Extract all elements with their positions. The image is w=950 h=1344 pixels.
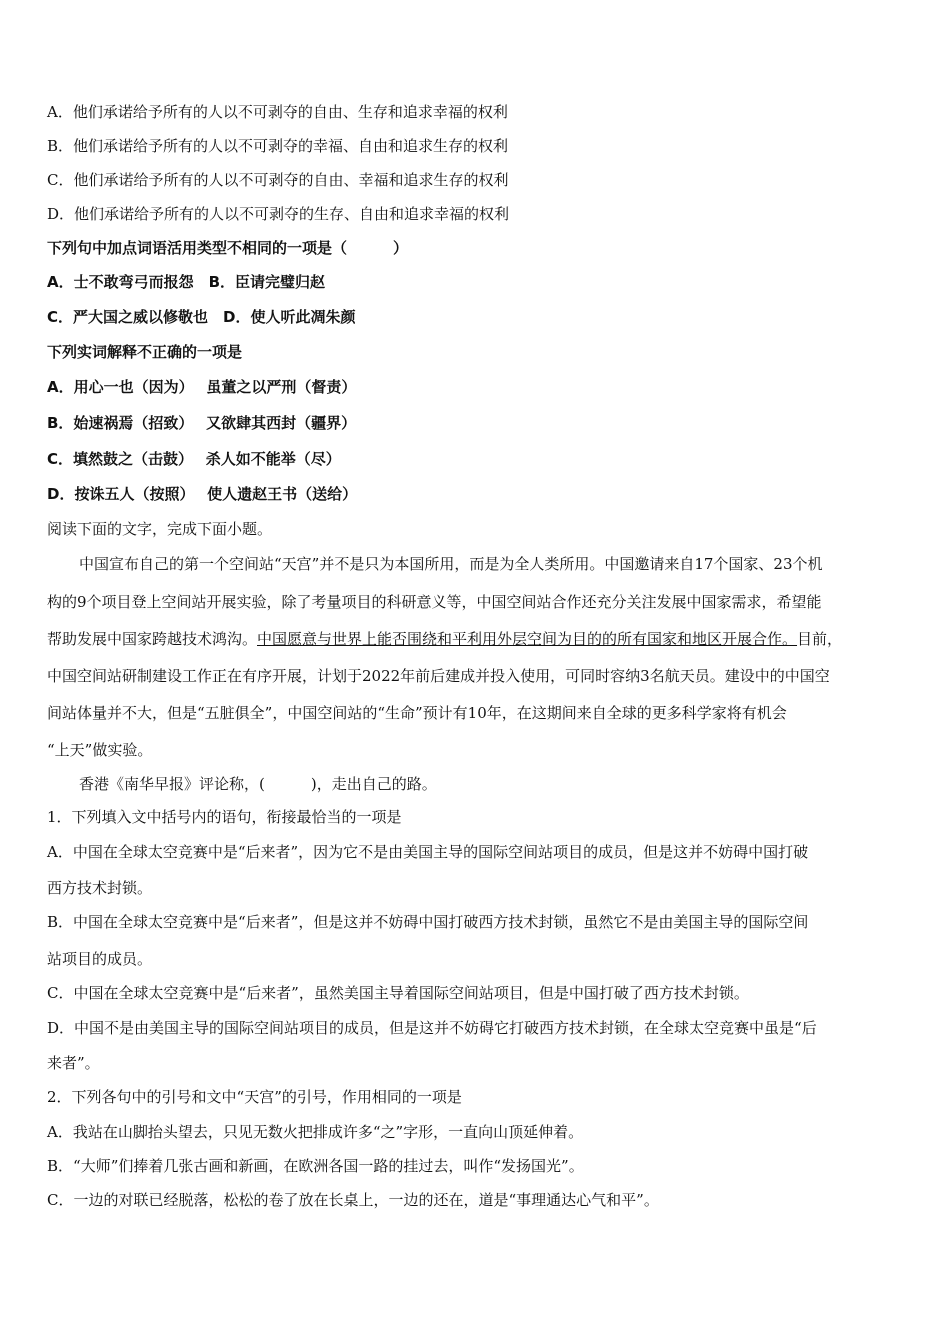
words-option-a: A．用心一也（因为） 虽董之以严刑（督责） — [47, 378, 357, 396]
passage-line-3-pre: 帮助发展中国家跨越技术鸿沟。 — [47, 630, 258, 648]
sub-question-2-stem: 2．下列各句中的引号和文中“天宫”的引号，作用相同的一项是 — [47, 1088, 462, 1106]
passage-line-4: 中国空间站研制建设工作正在有序开展，计划于2022年前后建成并投入使用，可同时容纳3名航天员。建设中的中国空 — [47, 667, 830, 685]
sub-q1-line-3: B．中国在全球太空竞赛中是“后来者”，但是这并不妨碍中国打破西方技术封锁，虽然它不是由美国主导的国际空间 — [47, 913, 809, 931]
passage-line-3 — [47, 629, 842, 649]
reading-intro: 阅读下面的文字，完成下面小题。 — [47, 520, 273, 538]
sub-q1-line-6: D．中国不是由美国主导的国际空间站项目的成员，但是这并不妨碍它打破西方技术封锁，在全球太空竞赛中虽是“后 — [47, 1019, 817, 1037]
sub-q1-line-2: 西方技术封锁。 — [47, 879, 153, 897]
passage-line-6: “上天”做实验。 — [47, 741, 153, 759]
sub-q1-line-1: A．中国在全球太空竞赛中是“后来者”，因为它不是由美国主导的国际空间站项目的成员，但是这并不妨碍中国打破 — [47, 843, 809, 861]
underlined-sentence: 中国愿意与世界上能否围绕和平利用外层空间为目的的所有国家和地区开展合作。 — [257, 630, 798, 648]
sub-q1-line-4: 站项目的成员。 — [47, 950, 153, 968]
sub-q1-line-5: C．中国在全球太空竞赛中是“后来者”，虽然美国主导着国际空间站项目，但是中国打破了西方技术封锁。 — [47, 984, 749, 1002]
sub-q2-option-b: B．“大师”们捧着几张古画和新画，在欧洲各国一路的挂过去，叫作“发扬国光”。 — [47, 1157, 584, 1175]
passage-line-1: 中国宣布自己的第一个空间站“天宫”并不是只为本国所用，而是为全人类所用。中国邀请来自17个国家、23个机 — [79, 555, 823, 573]
words-option-d: D．按诛五人（按照） 使人遗赵王书（送给） — [47, 485, 358, 503]
words-question-stem: 下列实词解释不正确的一项是 — [47, 343, 243, 361]
passage-line-5: 间站体量并不大，但是“五脏俱全”，中国空间站的“生命”预计有10年，在这期间来自全球的更多科学家将有机会 — [47, 704, 787, 722]
usage-options-row-2: C．严大国之威以修敬也 D．使人听此凋朱颜 — [47, 308, 356, 326]
words-option-b: B．始速祸焉（招致） 又欲肆其西封（疆界） — [47, 414, 357, 432]
usage-question-stem — [47, 238, 408, 258]
passage-line-3-post: 目前， — [797, 630, 843, 648]
sub-q2-option-c: C．一边的对联已经脱落，松松的卷了放在长桌上，一边的还在，道是“事理通达心气和平”。 — [47, 1191, 659, 1209]
prev-option-b: B．他们承诺给予所有的人以不可剥夺的幸福、自由和追求生存的权利 — [47, 137, 509, 155]
prev-option-a: A．他们承诺给予所有的人以不可剥夺的自由、生存和追求幸福的权利 — [47, 103, 508, 121]
sub-q2-option-a: A．我站在山脚抬头望去，只见无数火把排成许多“之”字形，一直向山顶延伸着。 — [47, 1123, 584, 1141]
prev-option-c: C．他们承诺给予所有的人以不可剥夺的自由、幸福和追求生存的权利 — [47, 171, 509, 189]
usage-stem-pre: 下列句中加点词语活用类型不相同的一项是（ — [47, 239, 348, 257]
prev-option-d: D．他们承诺给予所有的人以不可剥夺的生存、自由和追求幸福的权利 — [47, 205, 510, 223]
sub-question-1-stem: 1．下列填入文中括号内的语句，衔接最恰当的一项是 — [47, 808, 402, 826]
usage-stem-post: ） — [393, 239, 409, 257]
words-option-c: C．填然鼓之（击鼓） 杀人如不能举（尽） — [47, 450, 341, 468]
usage-options-row-1: A．士不敢弯弓而报怨 B．臣请完璧归赵 — [47, 273, 326, 291]
passage-line-2: 构的9个项目登上空间站开展实验，除了考量项目的科研意义等，中国空间站合作还充分关注发展中国家需求，希望能 — [47, 593, 822, 611]
p2-post: )，走出自己的路。 — [310, 775, 437, 793]
passage-paragraph-2 — [79, 774, 437, 794]
sub-q1-line-7: 来者”。 — [47, 1054, 100, 1072]
p2-pre: 香港《南华早报》评论称，( — [79, 775, 265, 793]
